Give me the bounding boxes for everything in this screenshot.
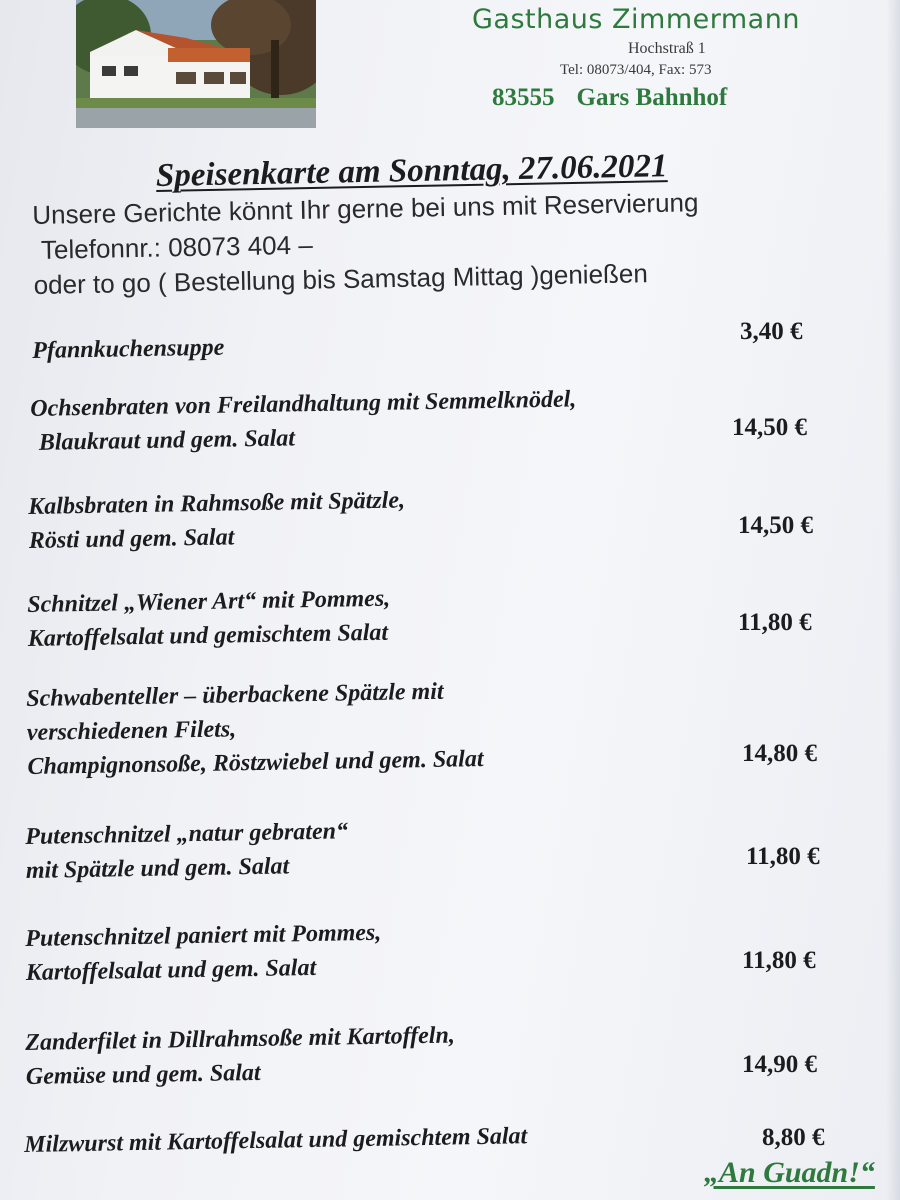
item-name — [26, 674, 484, 784]
item-price: 14,50 € — [732, 414, 807, 441]
item-name — [27, 582, 391, 656]
page-edge-shadow — [886, 0, 900, 1200]
item-name-line: Kalbsbraten in Rahmsoße mit Spätzle, — [28, 487, 406, 520]
item-price: 11,80 € — [742, 947, 816, 974]
item-name-line: Rösti und gem. Salat — [28, 524, 235, 554]
street-address: Hochstraß 1 — [628, 40, 706, 57]
restaurant-name: Gasthaus Zimmermann — [472, 4, 800, 35]
item-name-line: Ochsenbraten von Freilandhaltung mit Semmelknödel, — [30, 386, 577, 422]
item-name — [24, 1119, 528, 1162]
intro-line: Unsere Gerichte könnt Ihr gerne bei uns mit Reservierung — [32, 187, 699, 230]
city-line — [492, 84, 727, 112]
phone-fax: Tel: 08073/404, Fax: 573 — [560, 62, 712, 78]
item-name — [25, 1019, 456, 1094]
item-price: 11,80 € — [746, 843, 820, 870]
item-price: 14,50 € — [738, 512, 813, 539]
item-name-line: Champignonsoße, Röstzwiebel und gem. Salat — [27, 746, 484, 780]
intro-line: Telefonnr.: 08073 404 – — [40, 229, 314, 265]
item-name-line: Zanderfilet in Dillrahmsoße mit Kartoffeln, — [25, 1022, 456, 1056]
item-name-line: Schwabenteller – überbackene Spätzle mit — [26, 678, 444, 712]
sign-off-slogan: „An Guadn!“ — [704, 1156, 875, 1189]
menu-title: Speisenkarte am Sonntag, 27.06.2021 — [155, 148, 668, 194]
intro-line: oder to go ( Bestellung bis Samstag Mittag )genießen — [33, 258, 649, 300]
city-name: Gars Bahnhof — [576, 84, 728, 111]
restaurant-photo — [76, 0, 316, 128]
item-name-line: Kartoffelsalat und gem. Salat — [25, 954, 317, 986]
item-name — [30, 382, 577, 460]
item-price: 3,40 € — [740, 318, 803, 345]
item-name-line: Pfannkuchensuppe — [32, 334, 225, 364]
item-name — [32, 331, 225, 368]
item-price: 11,80 € — [738, 609, 812, 636]
item-price: 8,80 € — [762, 1124, 825, 1151]
item-price: 14,80 € — [742, 740, 817, 767]
item-name-line: Putenschnitzel „natur gebraten“ — [25, 818, 349, 850]
item-price: 14,90 € — [742, 1051, 817, 1078]
item-name-line: Milzwurst mit Kartoffelsalat und gemischtem Salat — [24, 1123, 528, 1158]
item-name-line: mit Spätzle und gem. Salat — [25, 853, 290, 884]
intro-text — [32, 185, 700, 303]
item-name-line: Putenschnitzel paniert mit Pommes, — [25, 919, 382, 952]
item-name — [28, 483, 406, 558]
item-name — [25, 814, 349, 888]
item-name-line: Blaukraut und gem. Salat — [38, 425, 296, 456]
item-name-line: verschiedenen Filets, — [26, 716, 237, 746]
zip-code: 83555 — [492, 84, 555, 111]
item-name-line: Kartoffelsalat und gemischtem Salat — [27, 619, 389, 652]
item-name-line: Gemüse und gem. Salat — [25, 1059, 261, 1090]
item-name — [25, 916, 382, 990]
item-name-line: Schnitzel „Wiener Art“ mit Pommes, — [27, 585, 391, 618]
